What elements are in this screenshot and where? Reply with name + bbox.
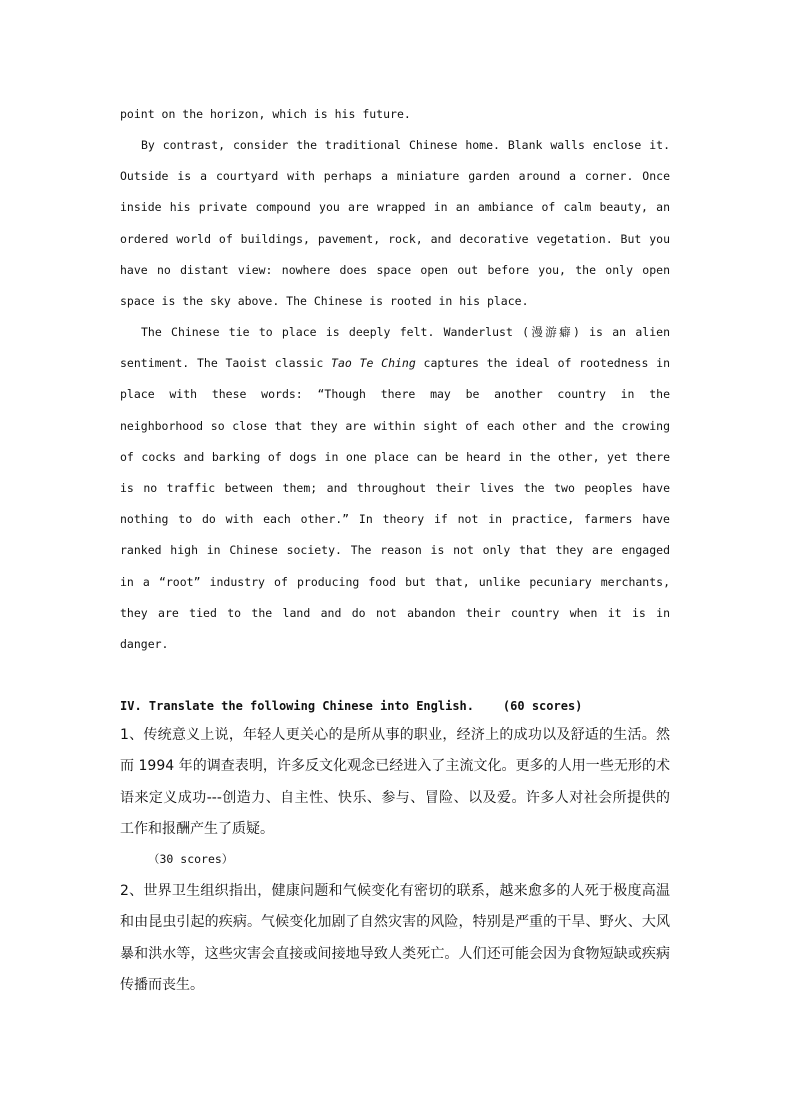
text-line: 和由昆虫引起的疾病。气候变化加剧了自然灾害的风险，特别是严重的干旱、野火、大风	[120, 914, 670, 931]
passage-paragraph-2	[120, 130, 670, 317]
text-line: 1、传统意义上说，年轻人更关心的是所从事的职业，经济上的成功以及舒适的生活。然	[120, 727, 670, 743]
passage-paragraph-1	[120, 99, 670, 130]
text-line: By contrast, consider the traditional Chinese home. Blank walls enclose it.	[141, 138, 670, 152]
section-heading-text: IV. Translate the following Chinese into English.	[120, 699, 475, 713]
text-line: they are tied to the land and do not abandon their country when it is in	[120, 605, 670, 620]
text-line: danger.	[120, 636, 169, 651]
translation-item-2	[120, 876, 670, 1002]
text-line: is no traffic between them; and throughout their lives the two peoples have	[120, 480, 670, 495]
text-line: 2、世界卫生组织指出，健康问题和气候变化有密切的联系，越来愈多的人死于极度高温	[120, 883, 670, 899]
text-line	[120, 348, 670, 379]
text-line: inside his private compound you are wrapped in an ambiance of calm beauty, an	[120, 200, 670, 215]
text-line: 工作和报酬产生了质疑。	[120, 821, 274, 838]
section-score: (60 scores)	[502, 699, 583, 713]
passage-paragraph-3	[120, 317, 670, 660]
text-segment: captures the ideal of rootedness in	[415, 356, 670, 371]
text-line: ordered world of buildings, pavement, rock, and decorative vegetation. But you	[120, 231, 670, 246]
book-title: Tao Te Ching	[331, 356, 416, 371]
text-line: of cocks and barking of dogs in one place can be heard in the other, yet there	[120, 449, 670, 464]
text-segment: sentiment. The Taoist classic	[120, 356, 332, 371]
text-line: nothing to do with each other.” In theory if not in practice, farmers have	[120, 512, 670, 527]
item-score: （30 scores）	[148, 852, 234, 866]
text-line: Outside is a courtyard with perhaps a miniature garden around a corner. Once	[120, 169, 670, 184]
text-line: 暴和洪水等，这些灾害会直接或间接地导致人类死亡。人们还可能会因为食物短缺或疾病	[120, 945, 670, 962]
text-line: place with these words: “Though there may be another country in the	[120, 387, 670, 402]
translation-item-1	[120, 720, 670, 846]
text-line: have no distant view: nowhere does space open out before you, the only open	[120, 262, 670, 277]
text-line: 传播而丧生。	[120, 977, 204, 994]
text-line: space is the sky above. The Chinese is rooted in his place.	[120, 293, 529, 308]
text-line: 而 1994 年的调查表明，许多反文化观念已经进入了主流文化。更多的人用一些无形的术	[120, 758, 670, 775]
text-line: 语来定义成功---创造力、自主性、快乐、参与、冒险、以及爱。许多人对社会所提供的	[120, 789, 670, 806]
text-line: ranked high in Chinese society. The reason is not only that they are engaged	[120, 543, 670, 558]
section-heading	[120, 699, 582, 713]
text-line: The Chinese tie to place is deeply felt. Wanderlust (漫游癖) is an alien	[141, 325, 670, 339]
text-line: point on the horizon, which is his future.	[120, 107, 411, 121]
text-line: neighborhood so close that they are within sight of each other and the crowing	[120, 418, 670, 433]
text-line: in a “root” industry of producing food but that, unlike pecuniary merchants,	[120, 574, 670, 589]
